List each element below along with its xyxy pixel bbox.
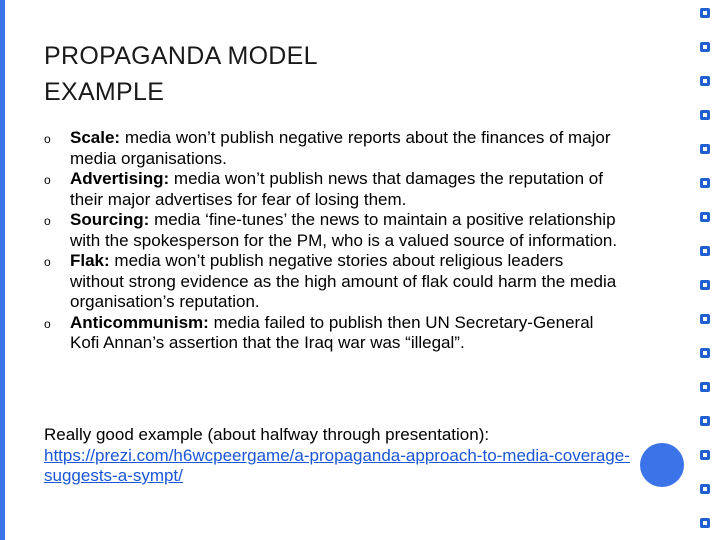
bullet-marker: o xyxy=(44,214,51,228)
title-line-1: PROPAGANDA MODEL xyxy=(44,42,318,70)
binding-hole xyxy=(700,178,710,188)
binding-hole xyxy=(700,314,710,324)
bullet-marker: o xyxy=(44,132,51,146)
binding-hole xyxy=(700,42,710,52)
bullet-text: media won’t publish negative reports about the finances of major media organisations. xyxy=(70,128,611,168)
bullet-item-scale xyxy=(44,128,619,169)
slide-title xyxy=(44,38,544,110)
decorative-circle xyxy=(640,443,684,487)
bullet-item-advertising xyxy=(44,169,619,210)
bullet-term: Scale: xyxy=(70,128,121,147)
bullet-item-flak xyxy=(44,251,619,313)
notebook-binding-holes xyxy=(700,8,710,538)
binding-hole xyxy=(700,484,710,494)
bullet-marker: o xyxy=(44,255,51,269)
binding-hole xyxy=(700,348,710,358)
bullet-marker: o xyxy=(44,173,51,187)
bullet-term: Anticommunism: xyxy=(70,312,209,332)
bullet-marker: o xyxy=(44,316,51,331)
binding-hole xyxy=(700,382,710,392)
bullet-list xyxy=(44,128,619,354)
bullet-text: media won’t publish negative stories about religious leaders without strong evidence as the high amount of flak could harm the media organisation’s reputation. xyxy=(70,251,617,311)
bullet-text: media ‘fine-tunes’ the news to maintain a positive relationship with the spokesperson for the PM, who is a valued source of information. xyxy=(70,210,618,250)
binding-hole xyxy=(700,110,710,120)
footer-text: Really good example (about halfway through presentation): xyxy=(44,425,490,444)
bullet-term: Sourcing: xyxy=(70,210,150,229)
footer-note xyxy=(44,425,634,487)
binding-hole xyxy=(700,76,710,86)
binding-hole xyxy=(700,518,710,528)
bullet-term: Flak: xyxy=(70,251,110,270)
binding-hole xyxy=(700,450,710,460)
title-line-2: EXAMPLE xyxy=(44,78,165,106)
bullet-term: Advertising: xyxy=(70,169,170,188)
bullet-item-anticommunism xyxy=(44,313,619,354)
binding-hole xyxy=(700,212,710,222)
bullet-text: media failed to publish then UN Secretary-General Kofi Annan’s assertion that the Iraq war was “illegal”. xyxy=(70,312,594,352)
binding-hole xyxy=(700,246,710,256)
binding-hole xyxy=(700,8,710,18)
prezi-link[interactable]: https://prezi.com/h6wcpeergame/a-propaganda-approach-to-media-coverage-suggests-a-sympt/ xyxy=(44,445,630,485)
binding-hole xyxy=(700,280,710,290)
binding-hole xyxy=(700,416,710,426)
bullet-text: media won’t publish news that damages the reputation of their major advertises for fear of losing them. xyxy=(70,169,603,209)
binding-hole xyxy=(700,144,710,154)
bullet-item-sourcing xyxy=(44,210,619,251)
left-accent-bar xyxy=(0,0,5,540)
